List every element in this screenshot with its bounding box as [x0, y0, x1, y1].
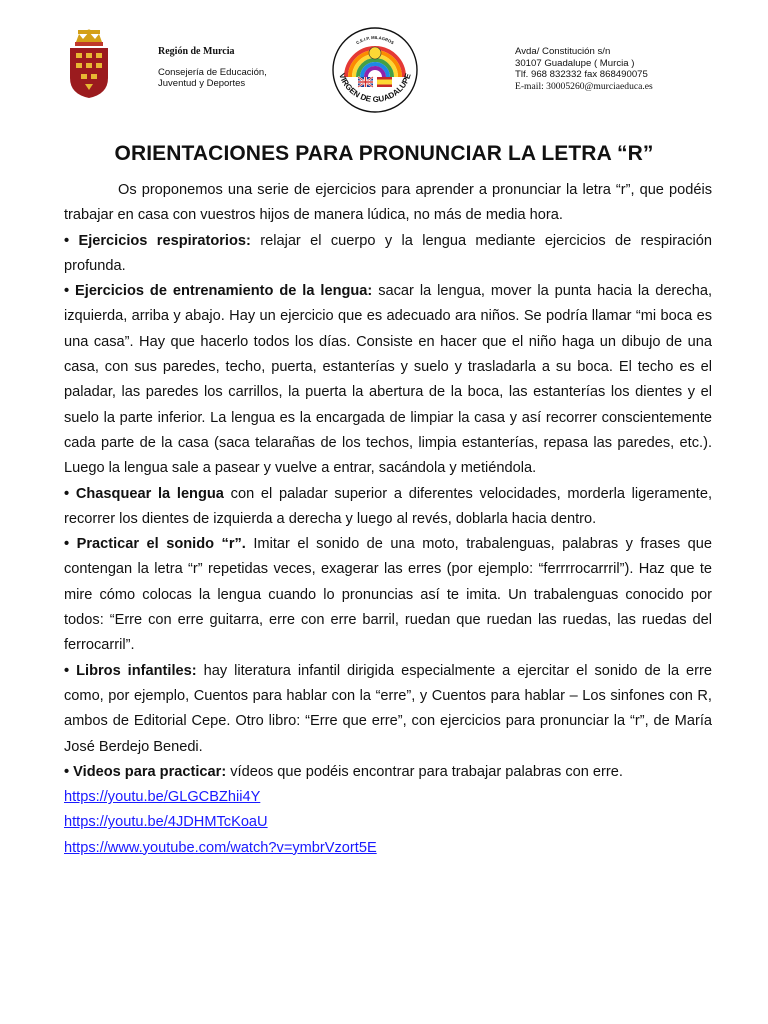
document-body	[64, 178, 712, 861]
school-logo-top-text: C.E.I.P. MILAGROS	[355, 34, 395, 46]
section-tongue-training	[64, 279, 712, 481]
uk-flag-icon	[358, 77, 373, 87]
section-videos	[64, 760, 712, 785]
section-heading: • Ejercicios respiratorios:	[64, 232, 251, 249]
section-text: Imitar el sonido de una moto, trabalenguas, palabras y frases que contengan la letra “r” repetidas veces, exagerar las erres (por ejemplo: “ferrrrocarrril”). Haz que te mire cómo colocas la lengua cuando lo pronuncias así te imita. Un trabalenguas conocido por todos: “Erre con erre guitarra, erre con erre barril, ruedan que ruedan las ruedas, las ruedas del ferrocarril”.	[64, 536, 712, 654]
address-block	[515, 46, 653, 92]
section-heading: • Practicar el sonido “r”.	[64, 536, 246, 553]
section-text: sacar la lengua, mover la punta hacia la derecha, izquierda, arriba y abajo. Hay un ejercicio que es adecuado ara niños. Se podría llamar “mi boca es una casa”. Hay que hacerlo todos los días. Consiste en hacer que el niño haga un dibujo de una casa, con sus paredes, techo, puerta, estanterías y suelo y trasladarla a su boca. El techo es el paladar, las paredes los carrillos, la puerta la abertura de la boca, las estanterías los dientes y el suelo la parte inferior. La lengua es la encargada de limpiar la casa y así recorrer conscientemente cada parte de la casa (saca telarañas de los techos, limpia estanterías, repasa las paredes, etc.). Luego la lengua sale a pasear y vuelve a entrar, sacándola y metiéndola.	[64, 283, 712, 477]
section-heading: • Ejercicios de entrenamiento de la lengua:	[64, 283, 373, 300]
video-link-1[interactable]: https://youtu.be/GLGCBZhii4Y	[64, 789, 261, 806]
section-heading: • Videos para practicar:	[64, 763, 227, 780]
section-tongue-click	[64, 482, 712, 533]
school-logo	[330, 25, 420, 115]
section-text: relajar el cuerpo y la lengua mediante ejercicios de respiración profunda.	[64, 232, 712, 274]
section-text: vídeos que podéis encontrar para trabajar palabras con erre.	[226, 763, 623, 780]
murcia-coat-of-arms-logo	[66, 28, 112, 100]
region-block	[158, 46, 267, 89]
spain-flag-icon	[377, 77, 392, 87]
department-line-2: Juventud y Deportes	[158, 78, 246, 89]
letterhead	[0, 0, 768, 125]
section-practice-r	[64, 532, 712, 658]
section-text: con el paladar superior a diferentes velocidades, morderla ligeramente, recorrer los dientes de izquierda a derecha y luego al revés, doblarla hacia dentro.	[64, 485, 712, 527]
email-line: E-mail: 30005260@murciaeduca.es	[515, 80, 653, 92]
video-link-3[interactable]: https://www.youtube.com/watch?v=ymbrVzort5E	[64, 839, 377, 856]
department-line-1: Consejería de Educación,	[158, 67, 267, 78]
phone-line: Tlf. 968 832332 fax 868490075	[515, 69, 648, 80]
section-childrens-books	[64, 659, 712, 760]
address-line-2: 30107 Guadalupe ( Murcia )	[515, 57, 635, 69]
section-heading: • Chasquear la lengua	[64, 485, 224, 502]
address-line-1: Avda/ Constitución s/n	[515, 46, 611, 57]
document-title: ORIENTACIONES PARA PRONUNCIAR LA LETRA “R”	[114, 142, 654, 165]
school-logo-name-text: VIRGEN DE GUADALUPE	[337, 72, 413, 105]
section-respiratory	[64, 229, 712, 280]
section-text: hay literatura infantil dirigida especialmente a ejercitar el sonido de la erre como, por ejemplo, Cuentos para hablar con la “erre”, y Cuentos para hablar – Los sinfones con R, ambos de Editorial Cepe. Otro libro: “Erre que erre”, con ejercicios para pronunciar la “r”, de María José Berdejo Benedi.	[64, 662, 713, 755]
intro-paragraph: Os proponemos una serie de ejercicios para aprender a pronunciar la letra “r”, que podéis trabajar en casa con vuestros hijos de manera lúdica, no más de media hora.	[64, 182, 712, 224]
region-name: Región de Murcia	[158, 46, 235, 57]
video-link-2[interactable]: https://youtu.be/4JDHMTcKoaU	[64, 814, 268, 831]
section-heading: • Libros infantiles:	[64, 662, 197, 679]
